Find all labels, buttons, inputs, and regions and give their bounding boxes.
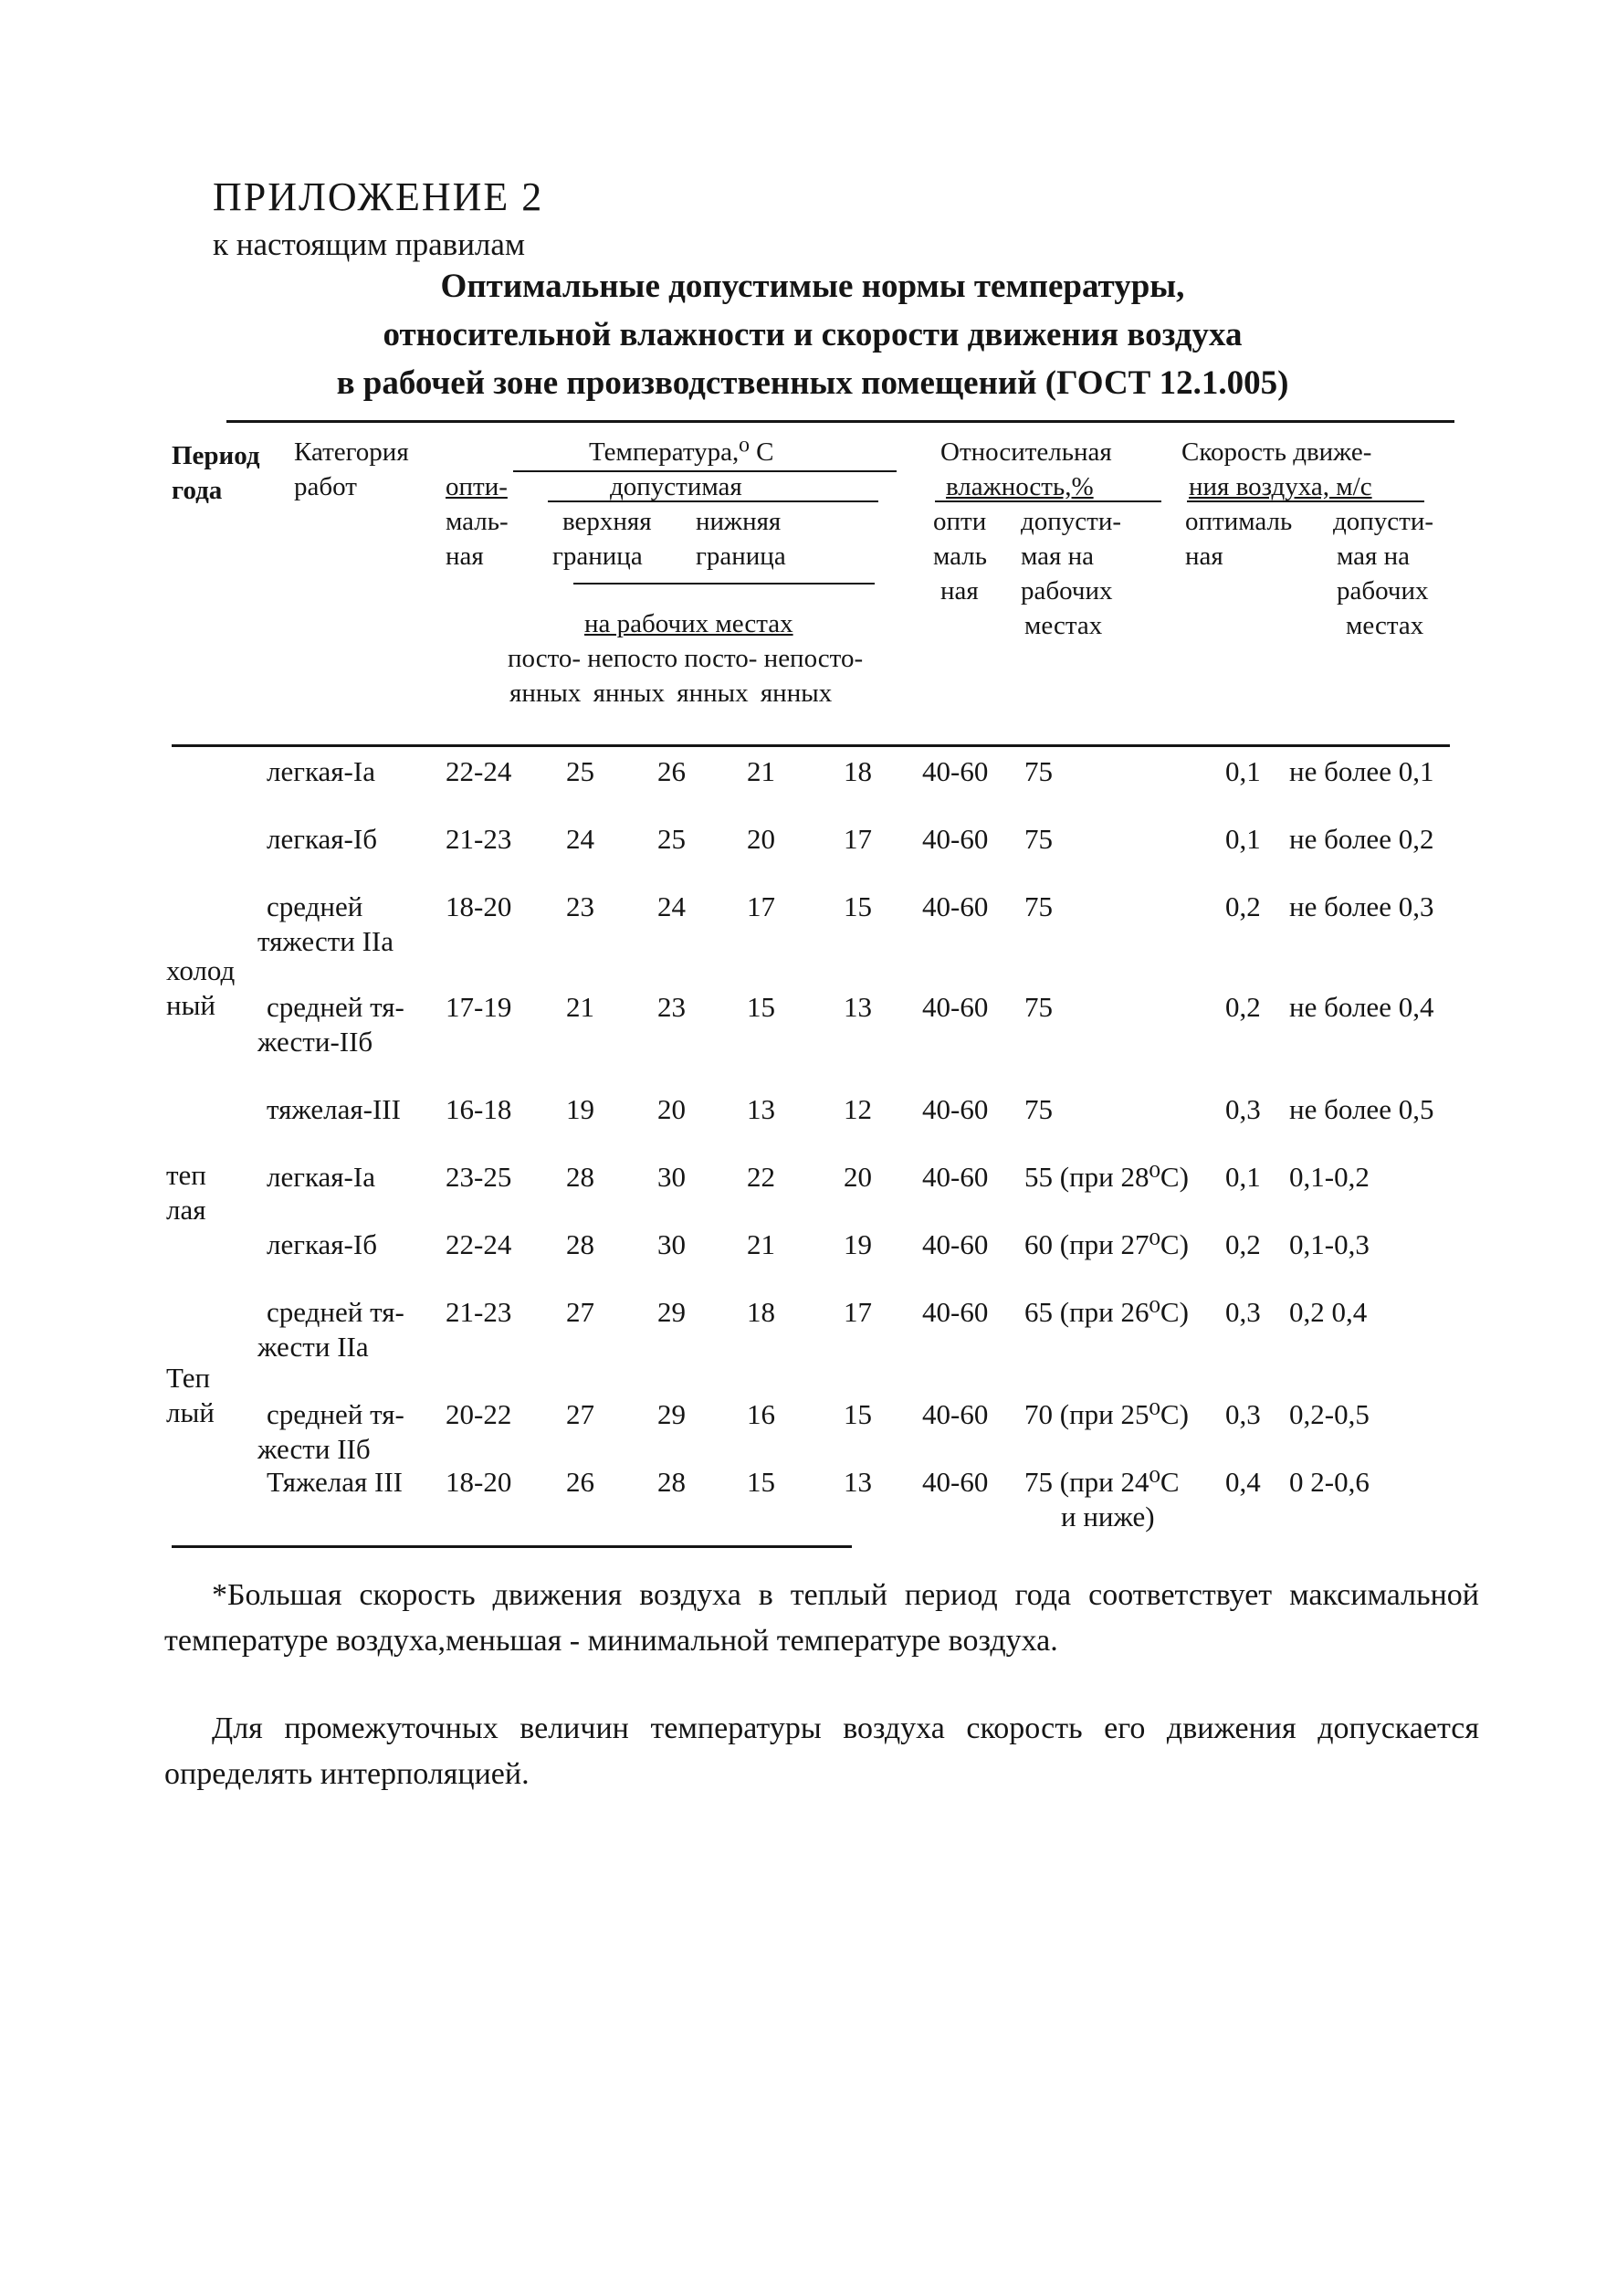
cell-lo-n: 13 [844, 991, 872, 1023]
cell-lo-n: 15 [844, 1398, 872, 1430]
cell-h-opt: 40-60 [922, 1161, 989, 1193]
cell-h-allow: 75 [1024, 823, 1053, 855]
permanence-header-2: янных янных янных янных [509, 679, 833, 708]
table-header-rule [172, 744, 1450, 747]
cell-cat: Тяжелая III [267, 1466, 403, 1498]
cell-h-allow: 70 (при 25⁰С) [1024, 1398, 1189, 1430]
humidity-optimal-header: опти [933, 507, 987, 536]
cell-up-n: 23 [657, 991, 686, 1023]
cell-up-p: 27 [566, 1296, 594, 1328]
period-warm-second: Теп [166, 1362, 211, 1394]
appendix-heading: ПРИЛОЖЕНИЕ 2 [213, 174, 544, 219]
workplaces-header: на рабочих местах [584, 609, 793, 638]
cell-cat: легкая-Iа [267, 755, 375, 787]
cell-h-allow-line-2: и ниже) [1061, 1501, 1155, 1532]
cell-lo-n: 20 [844, 1161, 872, 1193]
cell-s-opt: 0,3 [1225, 1398, 1261, 1430]
cell-opt: 18-20 [446, 1466, 512, 1498]
humidity-allowed-header-4: местах [1024, 611, 1103, 640]
humidity-header-2: влажность,% [946, 472, 1094, 501]
cell-lo-p: 15 [747, 1466, 775, 1498]
cell-cat-line-2: тяжести IIа [257, 925, 394, 957]
document-title-line-1: Оптимальные допустимые нормы температуры, [440, 268, 1185, 305]
period-cold: холод [166, 954, 236, 986]
cell-lo-p: 16 [747, 1398, 775, 1430]
cell-up-n: 20 [657, 1093, 686, 1125]
cell-lo-p: 20 [747, 823, 775, 855]
cell-s-opt: 0,2 [1225, 890, 1261, 922]
cell-h-opt: 40-60 [922, 1228, 989, 1260]
footnote-speed: *Большая скорость движения воздуха в теплый период года соответствует максимальной температуре воздуха,меньшая - минимальной температуре воздуха. [164, 1578, 1479, 1658]
allowed-header: допустимая [610, 472, 742, 501]
cell-opt: 17-19 [446, 991, 512, 1023]
speed-optimal-header: оптималь [1185, 507, 1293, 536]
cell-up-p: 25 [566, 755, 594, 787]
cell-lo-p: 18 [747, 1296, 775, 1328]
cell-s-allow: 0,2-0,5 [1289, 1398, 1370, 1430]
cell-s-allow: не более 0,5 [1289, 1093, 1434, 1125]
cell-up-p: 23 [566, 890, 594, 922]
cell-cat-line-2: жести IIа [257, 1331, 369, 1363]
cell-s-allow: не более 0,2 [1289, 823, 1434, 855]
cell-s-allow: не более 0,4 [1289, 991, 1434, 1023]
cell-s-opt: 0,1 [1225, 823, 1261, 855]
cell-lo-p: 15 [747, 991, 775, 1023]
upper-border-header-2: граница [552, 542, 643, 571]
cell-opt: 20-22 [446, 1398, 512, 1430]
cell-up-p: 24 [566, 823, 594, 855]
optimal-header-2: маль- [446, 507, 509, 536]
table-bottom-rule [172, 1545, 852, 1548]
cell-lo-n: 17 [844, 1296, 872, 1328]
cell-h-opt: 40-60 [922, 1296, 989, 1328]
speed-allowed-header-2: мая на [1337, 542, 1411, 571]
humidity-allowed-header-2: мая на [1021, 542, 1095, 571]
appendix-subtitle: к настоящим правилам [213, 226, 526, 262]
humidity-rule [935, 500, 1161, 502]
cell-up-n: 30 [657, 1228, 686, 1260]
table-top-rule [226, 420, 1454, 423]
cell-s-opt: 0,3 [1225, 1296, 1261, 1328]
humidity-optimal-header-2: маль [933, 542, 987, 571]
cell-up-n: 25 [657, 823, 686, 855]
cell-opt: 22-24 [446, 755, 512, 787]
cell-up-p: 27 [566, 1398, 594, 1430]
optimal-header-3: ная [446, 542, 484, 571]
cell-h-opt: 40-60 [922, 755, 989, 787]
cell-lo-p: 17 [747, 890, 775, 922]
cell-opt: 23-25 [446, 1161, 512, 1193]
cell-lo-n: 13 [844, 1466, 872, 1498]
cell-opt: 21-23 [446, 1296, 512, 1328]
cell-h-opt: 40-60 [922, 1398, 989, 1430]
cell-s-opt: 0,1 [1225, 1161, 1261, 1193]
humidity-allowed-header-3: рабочих [1021, 576, 1113, 606]
cell-up-p: 19 [566, 1093, 594, 1125]
period-warm: теп [166, 1159, 206, 1191]
humidity-optimal-header-3: ная [940, 576, 979, 606]
cell-cat: средней тя- [267, 1296, 404, 1328]
cell-h-opt: 40-60 [922, 890, 989, 922]
lower-border-header: нижняя [696, 507, 782, 536]
cell-cat: средней тя- [267, 991, 404, 1023]
speed-allowed-header: допусти- [1333, 507, 1433, 536]
period-header: Период [172, 441, 260, 470]
cell-lo-p: 13 [747, 1093, 775, 1125]
cell-up-p: 28 [566, 1228, 594, 1260]
category-header: Категория [294, 437, 409, 467]
cell-s-opt: 0,3 [1225, 1093, 1261, 1125]
cell-up-n: 24 [657, 890, 686, 922]
speed-allowed-header-4: местах [1346, 611, 1424, 640]
cell-up-n: 29 [657, 1398, 686, 1430]
cell-lo-p: 21 [747, 755, 775, 787]
cell-h-opt: 40-60 [922, 1093, 989, 1125]
cell-s-allow: 0 2-0,6 [1289, 1466, 1370, 1498]
cell-s-opt: 0,2 [1225, 991, 1261, 1023]
speed-rule [1187, 500, 1424, 502]
cell-h-allow: 65 (при 26⁰С) [1024, 1296, 1189, 1328]
cell-cat: легкая-Iа [267, 1161, 375, 1193]
cell-up-p: 28 [566, 1161, 594, 1193]
cell-h-allow: 75 [1024, 1093, 1053, 1125]
temperature-header: Температура,⁰ С [589, 437, 774, 467]
cell-h-opt: 40-60 [922, 823, 989, 855]
cell-cat: тяжелая-III [267, 1093, 401, 1125]
period-header-2: года [172, 476, 223, 505]
cell-s-opt: 0,1 [1225, 755, 1261, 787]
cell-lo-n: 19 [844, 1228, 872, 1260]
cell-up-n: 28 [657, 1466, 686, 1498]
cell-lo-p: 22 [747, 1161, 775, 1193]
cell-h-allow: 75 [1024, 991, 1053, 1023]
cell-h-allow: 60 (при 27⁰С) [1024, 1228, 1189, 1260]
cell-s-opt: 0,4 [1225, 1466, 1261, 1498]
cell-h-opt: 40-60 [922, 991, 989, 1023]
lower-border-header-2: граница [696, 542, 786, 571]
border-rule [573, 583, 875, 585]
cell-up-n: 30 [657, 1161, 686, 1193]
speed-header-2: ния воздуха, м/с [1189, 472, 1372, 501]
cell-cat-line-2: жести IIб [257, 1433, 371, 1465]
period-cold-2: ный [166, 989, 216, 1021]
cell-lo-p: 21 [747, 1228, 775, 1260]
cell-lo-n: 12 [844, 1093, 872, 1125]
cell-opt: 16-18 [446, 1093, 512, 1125]
category-header-2: работ [294, 472, 357, 501]
cell-lo-n: 18 [844, 755, 872, 787]
cell-s-allow: не более 0,1 [1289, 755, 1434, 787]
cell-h-allow: 75 (при 24⁰С [1024, 1466, 1180, 1498]
cell-up-p: 21 [566, 991, 594, 1023]
cell-s-opt: 0,2 [1225, 1228, 1261, 1260]
humidity-allowed-header: допусти- [1021, 507, 1121, 536]
document-title-line-2: относительной влажности и скорости движения воздуха [383, 316, 1243, 353]
cell-h-allow: 55 (при 28⁰С) [1024, 1161, 1189, 1193]
cell-s-allow: 0,1-0,3 [1289, 1228, 1370, 1260]
cell-h-allow: 75 [1024, 890, 1053, 922]
cell-cat: средней тя- [267, 1398, 404, 1430]
cell-lo-n: 17 [844, 823, 872, 855]
cell-cat-line-2: жести-IIб [257, 1026, 373, 1058]
cell-up-p: 26 [566, 1466, 594, 1498]
document-title-line-3: в рабочей зоне производственных помещений (ГОСТ 12.1.005) [336, 364, 1289, 402]
cell-cat: легкая-Iб [267, 1228, 377, 1260]
cell-opt: 21-23 [446, 823, 512, 855]
optimal-header: опти- [446, 472, 508, 501]
cell-s-allow: не более 0,3 [1289, 890, 1434, 922]
upper-border-header: верхняя [562, 507, 652, 536]
cell-s-allow: 0,2 0,4 [1289, 1296, 1368, 1328]
cell-opt: 18-20 [446, 890, 512, 922]
permanence-header: посто- непосто посто- непосто- [508, 644, 864, 673]
cell-opt: 22-24 [446, 1228, 512, 1260]
cell-cat: средней [267, 890, 363, 922]
cell-cat: легкая-Iб [267, 823, 377, 855]
cell-up-n: 26 [657, 755, 686, 787]
cell-h-allow: 75 [1024, 755, 1053, 787]
allowed-rule [548, 500, 878, 502]
period-warm-2: лая [166, 1194, 206, 1226]
humidity-header: Относительная [940, 437, 1112, 467]
footnote-interpolation: Для промежуточных величин температуры воздуха скорость его движения допускается определять интерполяцией. [164, 1711, 1479, 1791]
cell-s-allow: 0,1-0,2 [1289, 1161, 1370, 1193]
cell-up-n: 29 [657, 1296, 686, 1328]
cell-lo-n: 15 [844, 890, 872, 922]
speed-allowed-header-3: рабочих [1337, 576, 1429, 606]
period-warm-second-2: лый [166, 1396, 215, 1428]
speed-header: Скорость движе- [1181, 437, 1372, 467]
speed-optimal-header-2: ная [1185, 542, 1223, 571]
cell-h-opt: 40-60 [922, 1466, 989, 1498]
